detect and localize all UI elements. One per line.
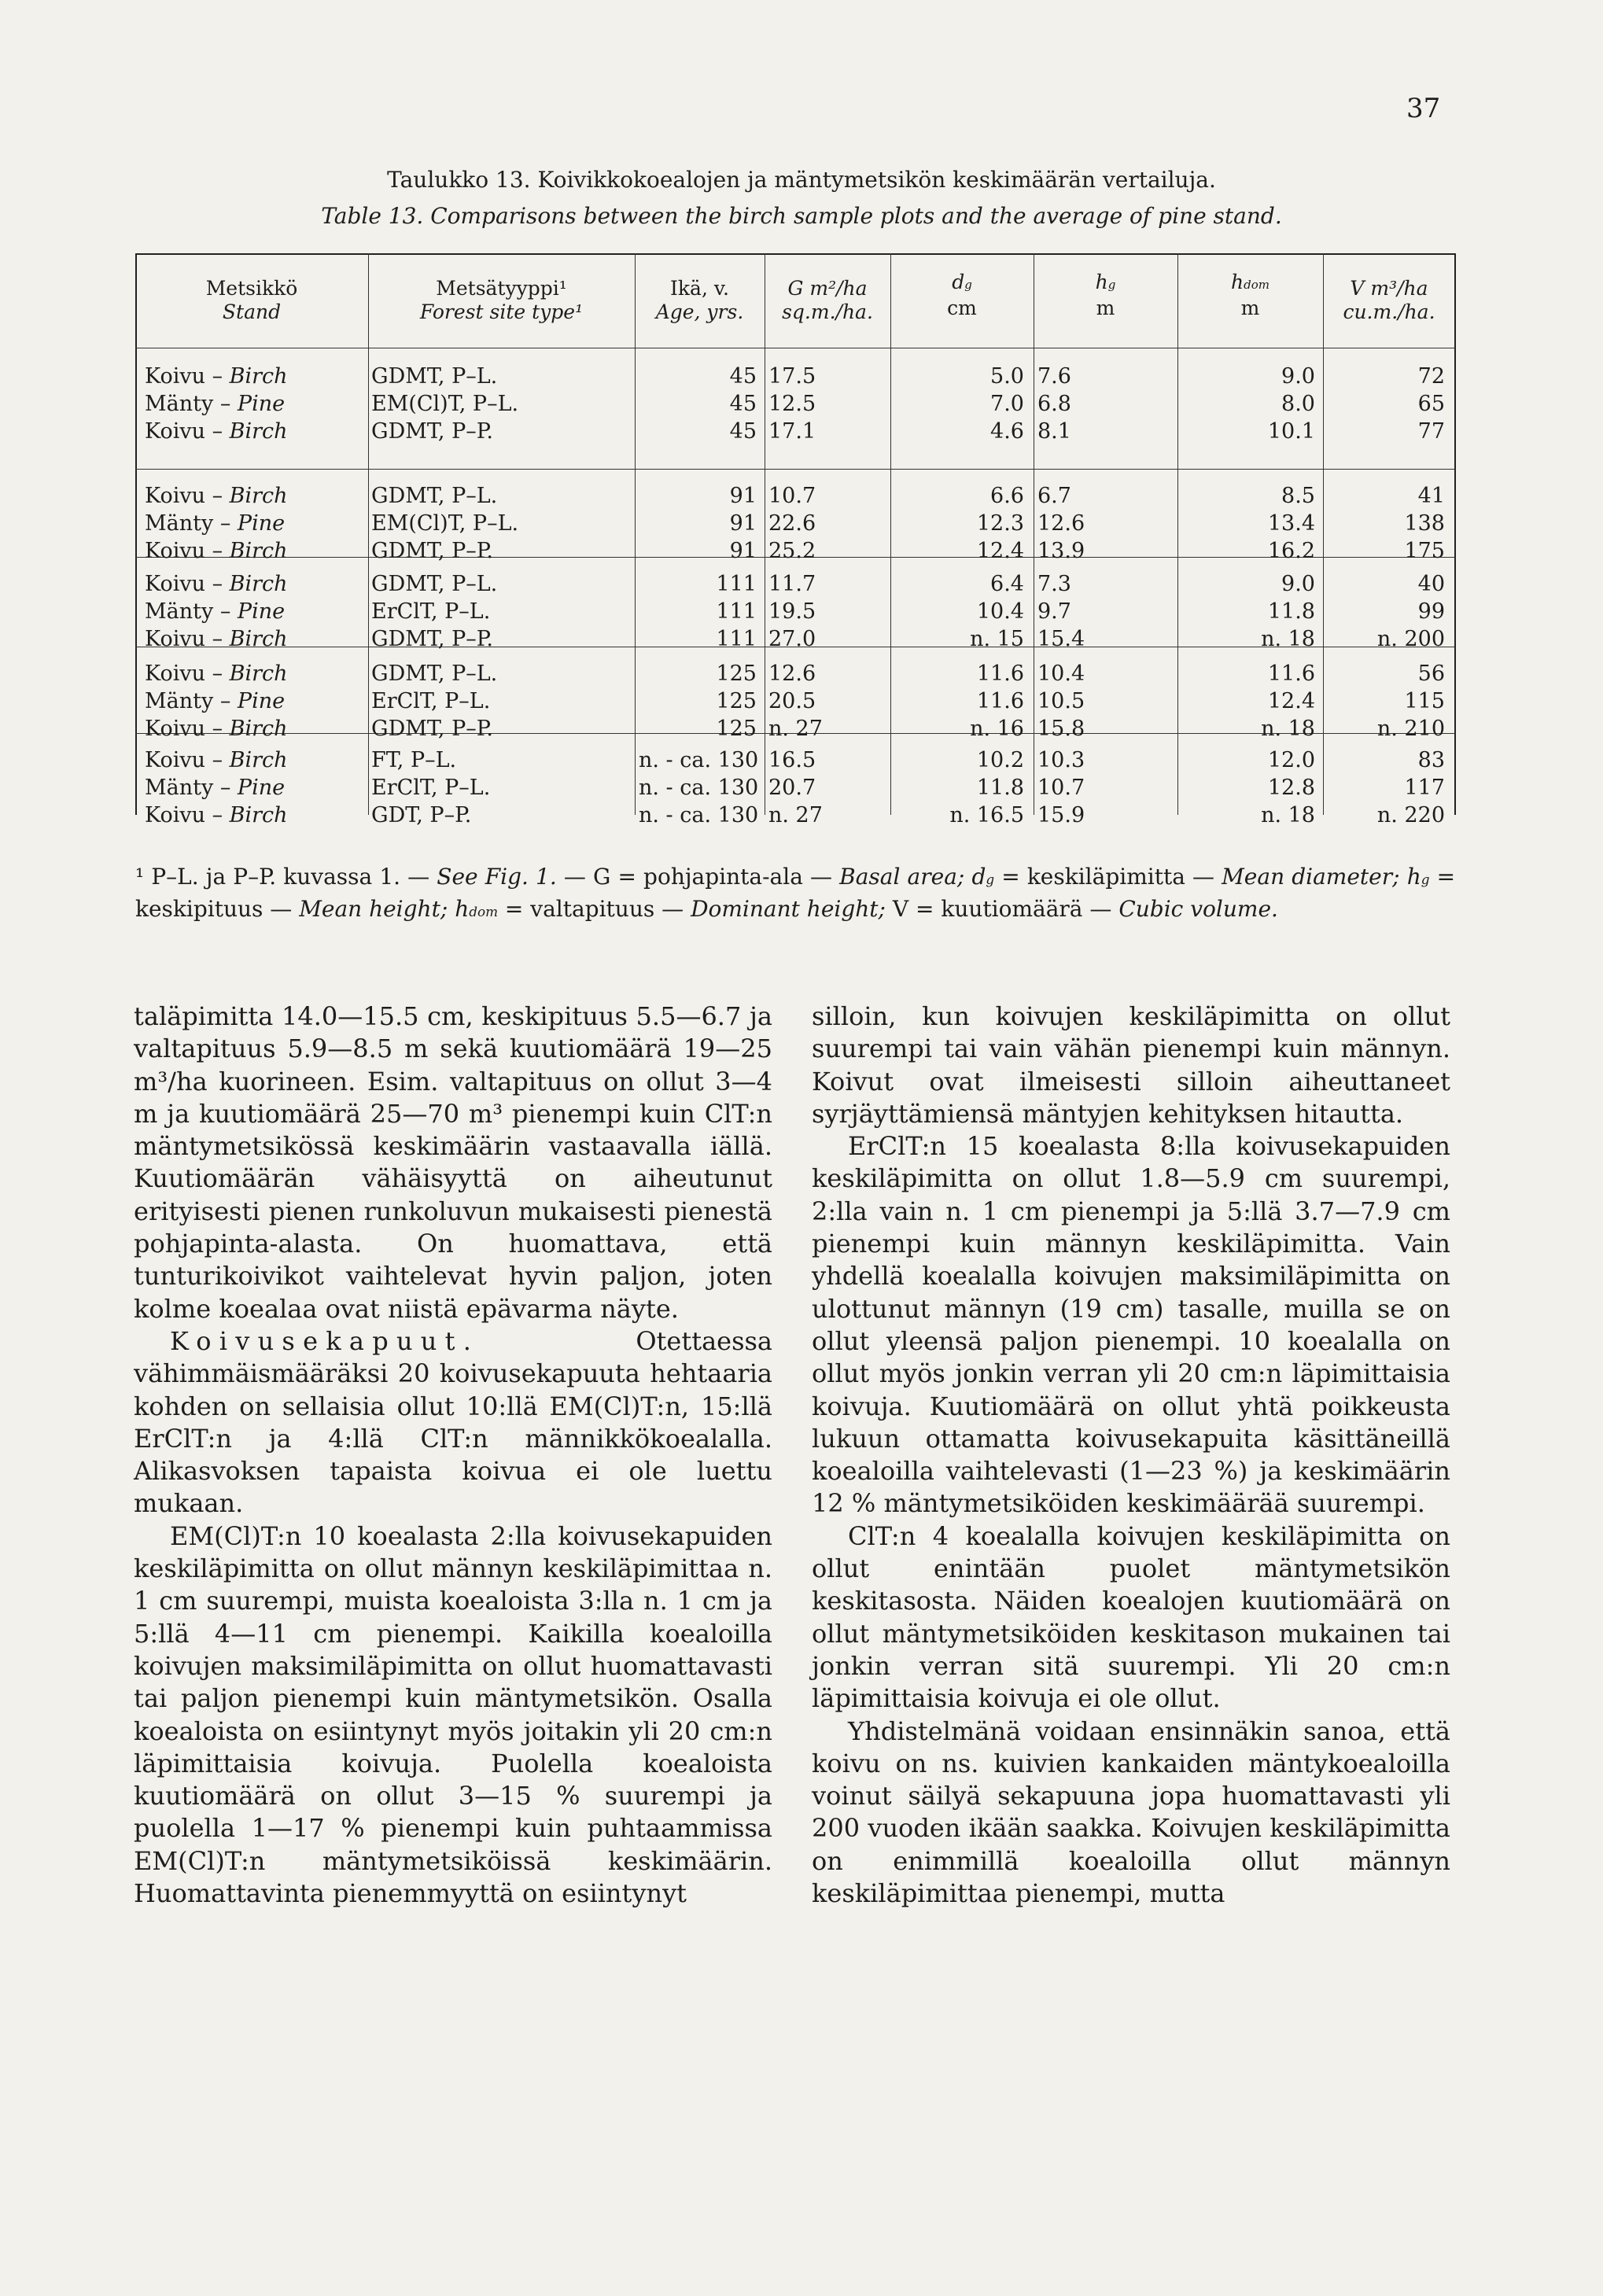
cell-hdom: 12.4 <box>1267 689 1315 713</box>
stand-en: Pine <box>237 599 286 624</box>
paragraph: ErClT:n 15 koealasta 8:lla koivusekapuiden keskiläpimitta on ollut 1.8—5.9 cm suurempi, 2:lla vain n. 1 cm pienempi ja 5:llä 3.7—7.9 cm pienempi kuin männyn keskiläpimitta. Vain yhdellä koealalla koivujen maksimiläpimitta on ulottunut männyn (19 cm) tasalle, muilla se on ollut yleensä paljon pienempi. 10 koealalla on ollut myös jonkin verran yli 20 cm:n läpimittaisia koivuja. Kuutiomäärä on ollut yhtä poikkeusta lukuun ottamatta koivusekapuita käsittäneillä koealoilla vaihtelevasti (1—23 %) ja keskimäärin 12 % mäntymetsiköiden keskimäärää suurempi. <box>812 1131 1450 1519</box>
cell-age: 91 <box>729 511 757 536</box>
cell-hdom: n. 18 <box>1261 803 1315 827</box>
cell-hg: 15.8 <box>1037 717 1085 741</box>
stand-en: Pine <box>237 689 286 713</box>
cell-v: n. 200 <box>1376 627 1445 651</box>
cell-site: ErClT, P–L. <box>371 689 491 713</box>
cell-v: 65 <box>1417 392 1445 416</box>
cell-hdom: 9.0 <box>1281 364 1315 389</box>
cell-stand: Mänty – Pine <box>145 511 286 536</box>
column-divider <box>368 253 369 815</box>
cell-dg: 11.6 <box>976 689 1024 713</box>
cell-stand: Mänty – Pine <box>145 392 286 416</box>
stand-en: Birch <box>229 748 288 772</box>
cell-hdom: n. 18 <box>1261 627 1315 651</box>
cell-age: 111 <box>716 572 757 596</box>
stand-fi: Koivu <box>145 662 205 686</box>
stand-fi: Koivu <box>145 717 205 741</box>
cell-g: n. 27 <box>768 717 823 741</box>
cell-v: 83 <box>1417 748 1445 772</box>
group-rule <box>135 469 1455 470</box>
stand-fi: Koivu <box>145 572 205 596</box>
cell-dg: 6.4 <box>990 572 1024 596</box>
stand-fi: Mänty <box>145 599 214 624</box>
cell-hdom: 13.4 <box>1267 511 1315 536</box>
stand-en: Birch <box>229 484 288 508</box>
cell-age: 91 <box>729 484 757 508</box>
column-divider <box>890 253 891 815</box>
cell-hdom: 12.0 <box>1267 748 1315 772</box>
cell-hg: 10.7 <box>1037 776 1085 800</box>
cell-hg: 7.6 <box>1037 364 1071 389</box>
header-stand: Metsikkö Stand <box>205 277 298 323</box>
cell-dg: 5.0 <box>990 364 1024 389</box>
cell-stand: Koivu – Birch <box>145 748 288 772</box>
cell-hg: 7.3 <box>1037 572 1071 596</box>
header-mean-height: hg m <box>1095 271 1116 319</box>
column-divider <box>635 253 636 815</box>
cell-v: 138 <box>1404 511 1445 536</box>
cell-stand: Koivu – Birch <box>145 572 288 596</box>
cell-hg: 15.4 <box>1037 627 1085 651</box>
table-right-border <box>1454 253 1456 815</box>
cell-site: GDMT, P–L. <box>371 662 498 686</box>
page-number: 37 <box>1406 93 1441 124</box>
table-caption-english: Table 13. Comparisons between the birch sample plots and the average of pine stand. <box>321 203 1282 229</box>
cell-stand: Koivu – Birch <box>145 364 288 389</box>
left-text-column <box>134 1001 772 1910</box>
section-heading: Koivusekapuut. <box>170 1325 480 1356</box>
cell-hdom: 9.0 <box>1281 572 1315 596</box>
stand-fi: Koivu <box>145 748 205 772</box>
cell-age: n. - ca. 130 <box>639 803 759 827</box>
cell-g: 22.6 <box>768 511 816 536</box>
stand-en: Birch <box>229 539 288 563</box>
cell-v: 77 <box>1417 419 1445 444</box>
cell-site: GDT, P–P. <box>371 803 472 827</box>
cell-hg: 10.5 <box>1037 689 1085 713</box>
cell-age: 45 <box>729 419 757 444</box>
cell-hdom: 8.5 <box>1281 484 1315 508</box>
cell-g: 12.5 <box>768 392 816 416</box>
cell-hdom: 10.1 <box>1267 419 1315 444</box>
cell-hg: 6.7 <box>1037 484 1071 508</box>
cell-hg: 10.4 <box>1037 662 1085 686</box>
cell-v: 72 <box>1417 364 1445 389</box>
header-mean-diameter: dg cm <box>947 271 977 319</box>
cell-dg: 6.6 <box>990 484 1024 508</box>
cell-stand: Mänty – Pine <box>145 689 286 713</box>
cell-v: n. 220 <box>1376 803 1445 827</box>
stand-en: Pine <box>237 776 286 800</box>
paragraph: EM(Cl)T:n 10 koealasta 2:lla koivusekapuiden keskiläpimitta on ollut männyn keskiläpimittaa n. 1 cm suurempi, muista koealoista 3:lla n. 1 cm ja 5:llä 4—11 cm pienempi. Kaikilla koealoilla koivujen maksimiläpimitta on ollut huomattavasti tai paljon pienempi kuin mäntymetsikön. Osalla koealoista on esiintynyt myös joitakin yli 20 cm:n läpimittaisia koivuja. Puolella koealoista kuutiomäärä on ollut 3—15 % suurempi ja puolella 1—17 % pienempi kuin puhtaammissa EM(Cl)T:n mäntymetsiköissä keskimäärin. Huomattavinta pienemmyyttä on esiintynyt <box>134 1520 772 1909</box>
cell-age: 125 <box>716 689 757 713</box>
cell-site: GDMT, P–L. <box>371 364 498 389</box>
cell-age: 125 <box>716 662 757 686</box>
stand-en: Birch <box>229 572 288 596</box>
paragraph: silloin, kun koivujen keskiläpimitta on ollut suurempi tai vain vähän pienempi kuin männyn. Koivut ovat ilmeisesti silloin aiheuttaneet syrjäyttämiensä mäntyjen kehityksen hitautta. <box>812 1001 1450 1129</box>
right-text-column <box>812 1001 1450 1910</box>
cell-site: ErClT, P–L. <box>371 776 491 800</box>
cell-hg: 6.8 <box>1037 392 1071 416</box>
cell-g: 17.5 <box>768 364 816 389</box>
cell-hdom: 8.0 <box>1281 392 1315 416</box>
cell-v: 56 <box>1417 662 1445 686</box>
cell-age: 125 <box>716 717 757 741</box>
header-basal-area: G m²/ha sq.m./ha. <box>782 277 873 323</box>
cell-g: 11.7 <box>768 572 816 596</box>
cell-age: 45 <box>729 392 757 416</box>
cell-hg: 10.3 <box>1037 748 1085 772</box>
column-divider <box>1323 253 1324 815</box>
cell-age: 111 <box>716 627 757 651</box>
cell-site: EM(Cl)T, P–L. <box>371 511 519 536</box>
stand-en: Birch <box>229 717 288 741</box>
stand-fi: Koivu <box>145 419 205 444</box>
cell-site: GDMT, P–P. <box>371 717 494 741</box>
cell-g: n. 27 <box>768 803 823 827</box>
paragraph: Koivusekapuut. Otettaessa vähimmäismääräksi 20 koivusekapuuta hehtaaria kohden on sellaisia ollut 10:llä EM(Cl)T:n, 15:llä ErClT:n ja 4:llä ClT:n männikkökoealalla. Alikasvoksen tapaista koivua ei ole luettu mukaan. <box>134 1325 772 1519</box>
stand-en: Birch <box>229 419 288 444</box>
cell-age: n. - ca. 130 <box>639 776 759 800</box>
column-divider <box>1177 253 1178 815</box>
stand-fi: Koivu <box>145 364 205 389</box>
cell-v: 41 <box>1417 484 1445 508</box>
stand-en: Birch <box>229 364 288 389</box>
cell-g: 12.6 <box>768 662 816 686</box>
paragraph: taläpimitta 14.0—15.5 cm, keskipituus 5.5—6.7 ja valtapituus 5.9—8.5 m sekä kuutiomäärä 19—25 m³/ha kuorineen. Esim. valtapituus on ollut 3—4 m ja kuutiomäärä 25—70 m³ pienempi kuin ClT:n mäntymetsikössä keskimäärin vastaavalla iällä. Kuutiomäärän vähäisyyttä on aiheutunut erityisesti pienen runkoluvun mukaisesti pienestä pohjapinta-alasta. On huomattava, että tunturikoivikot vaihtelevat hyvin paljon, joten kolme koealaa ovat niistä epävarma näyte. <box>134 1001 772 1324</box>
paragraph: ClT:n 4 koealalla koivujen keskiläpimitta on ollut enintään puolet mäntymetsikön keskitasosta. Näiden koealojen kuutiomäärä on ollut mäntymetsiköiden keskitason mukainen tai jonkin verran sitä suurempi. Yli 20 cm:n läpimittaisia koivuja ei ole ollut. <box>812 1520 1450 1714</box>
cell-dg: n. 16 <box>970 717 1024 741</box>
cell-age: 45 <box>729 364 757 389</box>
cell-v: 99 <box>1417 599 1445 624</box>
table-footnote: ¹ P–L. ja P–P. kuvassa 1. — See Fig. 1. — G = pohjapinta-ala — Basal area; dg = keskiläpimitta — Mean diameter; hg = keskipituus — Mean height; hdom = valtapituus — Dominant height; V = kuutiomäärä — Cubic volume. <box>135 864 1456 922</box>
cell-stand: Koivu – Birch <box>145 484 288 508</box>
cell-hg: 12.6 <box>1037 511 1085 536</box>
stand-fi: Mänty <box>145 776 214 800</box>
cell-g: 10.7 <box>768 484 816 508</box>
cell-site: GDMT, P–P. <box>371 539 494 563</box>
comparison-table <box>135 253 1455 827</box>
cell-site: GDMT, P–P. <box>371 419 494 444</box>
stand-en: Birch <box>229 803 288 827</box>
cell-stand: Koivu – Birch <box>145 717 288 741</box>
cell-stand: Koivu – Birch <box>145 803 288 827</box>
cell-site: GDMT, P–L. <box>371 572 498 596</box>
cell-g: 16.5 <box>768 748 816 772</box>
header-volume: V m³/ha cu.m./ha. <box>1343 277 1435 323</box>
table-top-rule <box>135 253 1455 255</box>
cell-stand: Mänty – Pine <box>145 599 286 624</box>
cell-hg: 9.7 <box>1037 599 1071 624</box>
stand-en: Birch <box>229 662 288 686</box>
stand-fi: Koivu <box>145 803 205 827</box>
header-age: Ikä, v. Age, yrs. <box>655 277 744 323</box>
header-dominant-height: hdom m <box>1231 271 1270 319</box>
cell-hdom: 16.2 <box>1267 539 1315 563</box>
cell-hdom: n. 18 <box>1261 717 1315 741</box>
cell-site: FT, P–L. <box>371 748 457 772</box>
cell-hg: 15.9 <box>1037 803 1085 827</box>
table-left-border <box>135 253 137 815</box>
stand-en: Birch <box>229 627 288 651</box>
cell-site: ErClT, P–L. <box>371 599 491 624</box>
stand-fi: Mänty <box>145 392 214 416</box>
cell-v: 115 <box>1404 689 1445 713</box>
stand-fi: Koivu <box>145 627 205 651</box>
cell-hdom: 11.6 <box>1267 662 1315 686</box>
cell-site: EM(Cl)T, P–L. <box>371 392 519 416</box>
cell-dg: 7.0 <box>990 392 1024 416</box>
cell-v: 40 <box>1417 572 1445 596</box>
cell-dg: n. 15 <box>970 627 1024 651</box>
cell-site: GDMT, P–L. <box>371 484 498 508</box>
cell-hdom: 11.8 <box>1267 599 1315 624</box>
cell-dg: 11.6 <box>976 662 1024 686</box>
cell-stand: Mänty – Pine <box>145 776 286 800</box>
cell-g: 20.5 <box>768 689 816 713</box>
cell-g: 17.1 <box>768 419 816 444</box>
cell-hg: 13.9 <box>1037 539 1085 563</box>
cell-v: 175 <box>1404 539 1445 563</box>
stand-fi: Koivu <box>145 484 205 508</box>
cell-stand: Koivu – Birch <box>145 627 288 651</box>
cell-age: 91 <box>729 539 757 563</box>
cell-hg: 8.1 <box>1037 419 1071 444</box>
table-caption-finnish: Taulukko 13. Koivikkokoealojen ja mäntymetsikön keskimäärän vertailuja. <box>387 167 1216 193</box>
paragraph: Yhdistelmänä voidaan ensinnäkin sanoa, että koivu on ns. kuivien kankaiden mäntykoealoilla voinut säilyä sekapuuna jopa huomattavasti yli 200 vuoden ikään saakka. Koivujen keskiläpimitta on enimmillä koealoilla ollut männyn keskiläpimittaa pienempi, mutta <box>812 1716 1450 1909</box>
stand-en: Pine <box>237 511 286 536</box>
cell-age: 111 <box>716 599 757 624</box>
cell-dg: 4.6 <box>990 419 1024 444</box>
cell-hdom: 12.8 <box>1267 776 1315 800</box>
stand-fi: Mänty <box>145 511 214 536</box>
cell-v: 117 <box>1404 776 1445 800</box>
stand-fi: Mänty <box>145 689 214 713</box>
cell-g: 25.2 <box>768 539 816 563</box>
cell-dg: 12.3 <box>976 511 1024 536</box>
stand-fi: Koivu <box>145 539 205 563</box>
cell-stand: Koivu – Birch <box>145 539 288 563</box>
cell-g: 20.7 <box>768 776 816 800</box>
header-site-type: Metsätyyppi¹ Forest site type¹ <box>419 277 584 323</box>
cell-dg: n. 16.5 <box>949 803 1024 827</box>
cell-stand: Koivu – Birch <box>145 662 288 686</box>
cell-site: GDMT, P–P. <box>371 627 494 651</box>
cell-stand: Koivu – Birch <box>145 419 288 444</box>
cell-age: n. - ca. 130 <box>639 748 759 772</box>
cell-g: 19.5 <box>768 599 816 624</box>
cell-g: 27.0 <box>768 627 816 651</box>
cell-v: n. 210 <box>1376 717 1445 741</box>
cell-dg: 10.4 <box>976 599 1024 624</box>
cell-dg: 12.4 <box>976 539 1024 563</box>
cell-dg: 11.8 <box>976 776 1024 800</box>
stand-en: Pine <box>237 392 286 416</box>
cell-dg: 10.2 <box>976 748 1024 772</box>
